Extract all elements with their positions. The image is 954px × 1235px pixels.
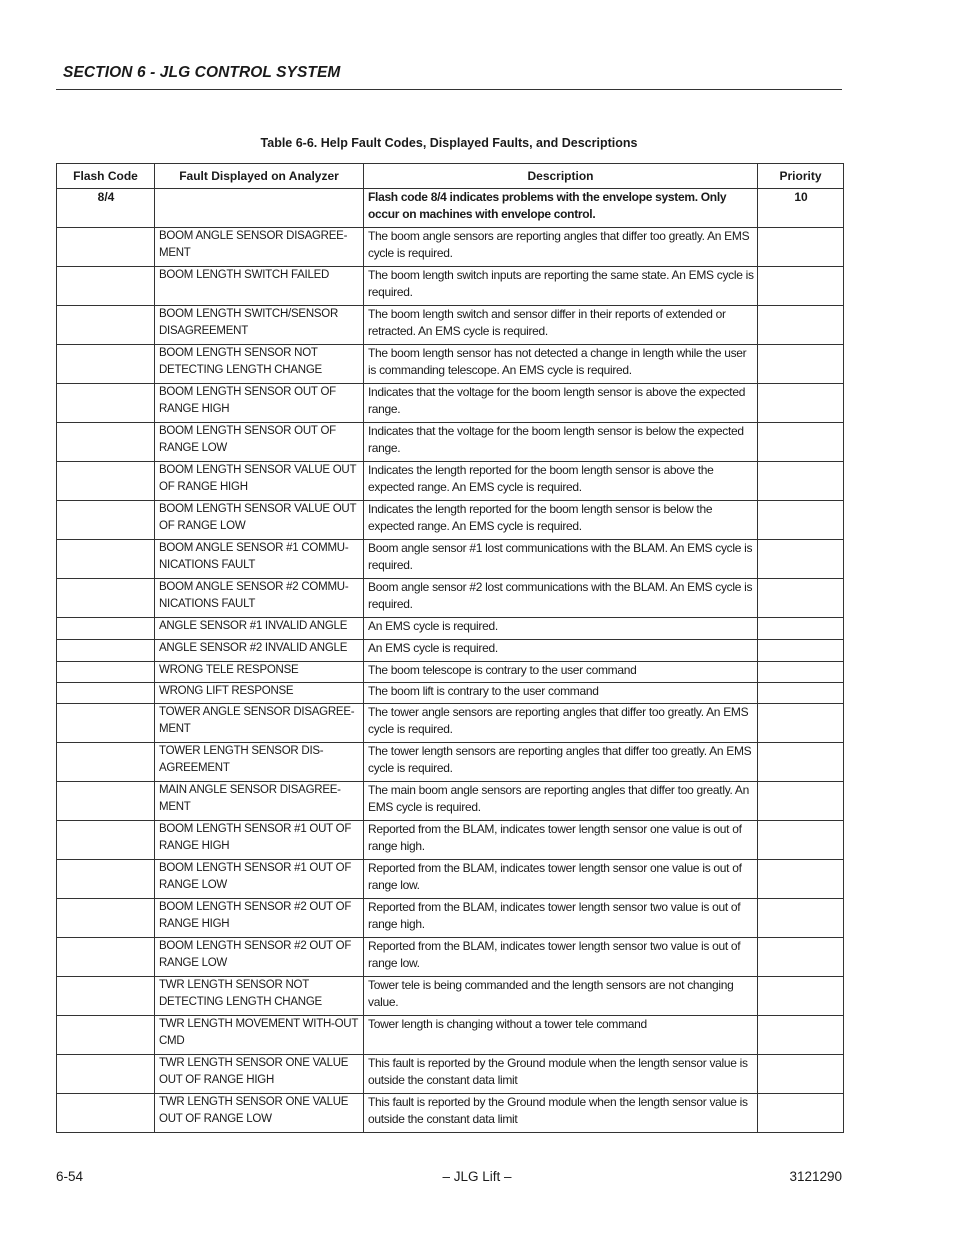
priority-cell: [758, 267, 844, 306]
priority-cell: [758, 462, 844, 501]
column-header-priority: Priority: [758, 164, 844, 189]
priority-cell: [758, 704, 844, 743]
flash-code-cell: [57, 782, 155, 821]
description-cell: The tower length sensors are reporting angles that differ too greatly. An EMS cycle is required.: [364, 743, 758, 782]
table-row: [57, 1055, 844, 1094]
description-cell: An EMS cycle is required.: [364, 618, 758, 640]
priority-cell: [758, 782, 844, 821]
table-row: [57, 579, 844, 618]
fault-cell: BOOM LENGTH SENSOR OUT OF RANGE HIGH: [155, 384, 364, 423]
table-row: [57, 821, 844, 860]
flash-code-cell: [57, 618, 155, 640]
table-row: [57, 267, 844, 306]
description-cell: The boom length sensor has not detected a change in length while the user is commanding telescope. An EMS cycle is required.: [364, 345, 758, 384]
flash-code-cell: [57, 267, 155, 306]
priority-cell: [758, 899, 844, 938]
flash-code-cell: [57, 662, 155, 683]
header-divider: [56, 89, 842, 90]
page-number: 6-54: [56, 1169, 84, 1184]
priority-cell: [758, 860, 844, 899]
flash-code-cell: [57, 899, 155, 938]
description-cell: An EMS cycle is required.: [364, 640, 758, 662]
fault-cell: WRONG TELE RESPONSE: [155, 662, 364, 683]
table-row: [57, 938, 844, 977]
priority-cell: [758, 977, 844, 1016]
fault-cell: MAIN ANGLE SENSOR DISAGREE-MENT: [155, 782, 364, 821]
flash-code-cell: [57, 743, 155, 782]
flash-code-cell: [57, 1055, 155, 1094]
priority-cell: [758, 306, 844, 345]
table-row: [57, 228, 844, 267]
table-row: [57, 345, 844, 384]
flash-code-cell: [57, 860, 155, 899]
description-cell: Indicates that the voltage for the boom length sensor is above the expected range.: [364, 384, 758, 423]
description-cell: Reported from the BLAM, indicates tower length sensor two value is out of range low.: [364, 938, 758, 977]
priority-cell: [758, 1016, 844, 1055]
column-header-flash-code: Flash Code: [57, 164, 155, 189]
table-row: [57, 640, 844, 662]
fault-cell: BOOM ANGLE SENSOR #2 COMMU-NICATIONS FAULT: [155, 579, 364, 618]
description-cell: The boom length switch and sensor differ in their reports of extended or retracted. An EMS cycle is required.: [364, 306, 758, 345]
description-cell: Reported from the BLAM, indicates tower length sensor one value is out of range low.: [364, 860, 758, 899]
fault-cell: ANGLE SENSOR #1 INVALID ANGLE: [155, 618, 364, 640]
description-cell: The boom length switch inputs are reporting the same state. An EMS cycle is required.: [364, 267, 758, 306]
table-row: [57, 782, 844, 821]
table-row: [57, 462, 844, 501]
table-row: [57, 1094, 844, 1133]
description-cell: The tower angle sensors are reporting angles that differ too greatly. An EMS cycle is required.: [364, 704, 758, 743]
fault-cell: [155, 189, 364, 228]
table-row: [57, 423, 844, 462]
description-cell: The boom angle sensors are reporting angles that differ too greatly. An EMS cycle is required.: [364, 228, 758, 267]
table-caption: Table 6-6. Help Fault Codes, Displayed Faults, and Descriptions: [260, 136, 638, 150]
table-row: [57, 899, 844, 938]
flash-code-cell: [57, 821, 155, 860]
flash-code-cell: [57, 640, 155, 662]
fault-cell: TWR LENGTH SENSOR ONE VALUE OUT OF RANGE LOW: [155, 1094, 364, 1133]
description-cell: Tower length is changing without a tower tele command: [364, 1016, 758, 1055]
flash-code-cell: [57, 345, 155, 384]
priority-cell: [758, 743, 844, 782]
fault-cell: BOOM LENGTH SENSOR NOT DETECTING LENGTH CHANGE: [155, 345, 364, 384]
column-header-description: Description: [364, 164, 758, 189]
description-cell: Indicates that the voltage for the boom length sensor is below the expected range.: [364, 423, 758, 462]
section-title: SECTION 6 - JLG CONTROL SYSTEM: [63, 64, 341, 81]
description-cell: Indicates the length reported for the boom length sensor is below the expected range. An EMS cycle is required.: [364, 501, 758, 540]
fault-codes-table: [56, 163, 844, 1133]
description-cell: Reported from the BLAM, indicates tower length sensor two value is out of range high.: [364, 899, 758, 938]
flash-code-cell: [57, 228, 155, 267]
table-row: [57, 1016, 844, 1055]
fault-cell: TWR LENGTH MOVEMENT WITH-OUT CMD: [155, 1016, 364, 1055]
flash-code-cell: [57, 977, 155, 1016]
flash-code-cell: [57, 384, 155, 423]
priority-cell: [758, 228, 844, 267]
flash-code-cell: [57, 938, 155, 977]
table-header-row: [57, 164, 844, 189]
flash-code-cell: [57, 579, 155, 618]
table-row: [57, 743, 844, 782]
fault-cell: WRONG LIFT RESPONSE: [155, 683, 364, 704]
priority-cell: [758, 683, 844, 704]
priority-cell: [758, 579, 844, 618]
table-row: [57, 306, 844, 345]
priority-cell: [758, 821, 844, 860]
description-cell: Indicates the length reported for the boom length sensor is above the expected range. An EMS cycle is required.: [364, 462, 758, 501]
table-row: [57, 618, 844, 640]
priority-cell: [758, 345, 844, 384]
priority-cell: [758, 1055, 844, 1094]
flash-code-cell: [57, 540, 155, 579]
fault-cell: BOOM LENGTH SENSOR VALUE OUT OF RANGE LOW: [155, 501, 364, 540]
priority-cell: [758, 662, 844, 683]
description-cell: Boom angle sensor #1 lost communications with the BLAM. An EMS cycle is required.: [364, 540, 758, 579]
description-cell: Reported from the BLAM, indicates tower length sensor one value is out of range high.: [364, 821, 758, 860]
fault-cell: BOOM LENGTH SENSOR VALUE OUT OF RANGE HIGH: [155, 462, 364, 501]
priority-cell: [758, 640, 844, 662]
priority-cell: [758, 938, 844, 977]
fault-cell: BOOM LENGTH SENSOR OUT OF RANGE LOW: [155, 423, 364, 462]
fault-cell: TWR LENGTH SENSOR NOT DETECTING LENGTH CHANGE: [155, 977, 364, 1016]
flash-code-cell: [57, 462, 155, 501]
fault-cell: TOWER ANGLE SENSOR DISAGREE-MENT: [155, 704, 364, 743]
fault-cell: BOOM ANGLE SENSOR DISAGREE-MENT: [155, 228, 364, 267]
table-row: [57, 384, 844, 423]
fault-cell: BOOM LENGTH SENSOR #1 OUT OF RANGE LOW: [155, 860, 364, 899]
document-number: 3121290: [789, 1169, 842, 1184]
fault-cell: TOWER LENGTH SENSOR DIS-AGREEMENT: [155, 743, 364, 782]
fault-cell: BOOM LENGTH SWITCH/SENSOR DISAGREEMENT: [155, 306, 364, 345]
priority-cell: [758, 1094, 844, 1133]
priority-cell: [758, 618, 844, 640]
fault-cell: BOOM LENGTH SENSOR #2 OUT OF RANGE LOW: [155, 938, 364, 977]
priority-cell: [758, 423, 844, 462]
table-row: [57, 540, 844, 579]
table-row: [57, 683, 844, 704]
flash-code-cell: [57, 423, 155, 462]
flash-code-cell: [57, 501, 155, 540]
fault-cell: BOOM ANGLE SENSOR #1 COMMU-NICATIONS FAULT: [155, 540, 364, 579]
flash-code-cell: 8/4: [57, 189, 155, 228]
description-cell: Tower tele is being commanded and the length sensors are not changing value.: [364, 977, 758, 1016]
table-body: [57, 189, 844, 1133]
description-cell: The boom telescope is contrary to the user command: [364, 662, 758, 683]
flash-code-cell: [57, 683, 155, 704]
fault-cell: BOOM LENGTH SENSOR #2 OUT OF RANGE HIGH: [155, 899, 364, 938]
flash-code-cell: [57, 1094, 155, 1133]
priority-cell: [758, 501, 844, 540]
description-cell: This fault is reported by the Ground module when the length sensor value is outside the constant data limit: [364, 1094, 758, 1133]
description-cell: The boom lift is contrary to the user command: [364, 683, 758, 704]
priority-cell: [758, 540, 844, 579]
priority-cell: [758, 384, 844, 423]
description-cell: The main boom angle sensors are reporting angles that differ too greatly. An EMS cycle is required.: [364, 782, 758, 821]
table-row: [57, 977, 844, 1016]
table-row: [57, 501, 844, 540]
fault-cell: BOOM LENGTH SENSOR #1 OUT OF RANGE HIGH: [155, 821, 364, 860]
fault-cell: TWR LENGTH SENSOR ONE VALUE OUT OF RANGE HIGH: [155, 1055, 364, 1094]
priority-cell: 10: [758, 189, 844, 228]
description-cell: Flash code 8/4 indicates problems with the envelope system. Only occur on machines with envelope control.: [364, 189, 758, 228]
flash-code-cell: [57, 704, 155, 743]
table-row: [57, 704, 844, 743]
fault-cell: ANGLE SENSOR #2 INVALID ANGLE: [155, 640, 364, 662]
flash-code-cell: [57, 306, 155, 345]
fault-cell: BOOM LENGTH SWITCH FAILED: [155, 267, 364, 306]
table-row: [57, 860, 844, 899]
description-cell: This fault is reported by the Ground module when the length sensor value is outside the constant data limit: [364, 1055, 758, 1094]
flash-code-cell: [57, 1016, 155, 1055]
column-header-fault: Fault Displayed on Analyzer: [155, 164, 364, 189]
footer-brand: – JLG Lift –: [442, 1169, 512, 1184]
table-row: [57, 189, 844, 228]
description-cell: Boom angle sensor #2 lost communications with the BLAM. An EMS cycle is required.: [364, 579, 758, 618]
table-row: [57, 662, 844, 683]
